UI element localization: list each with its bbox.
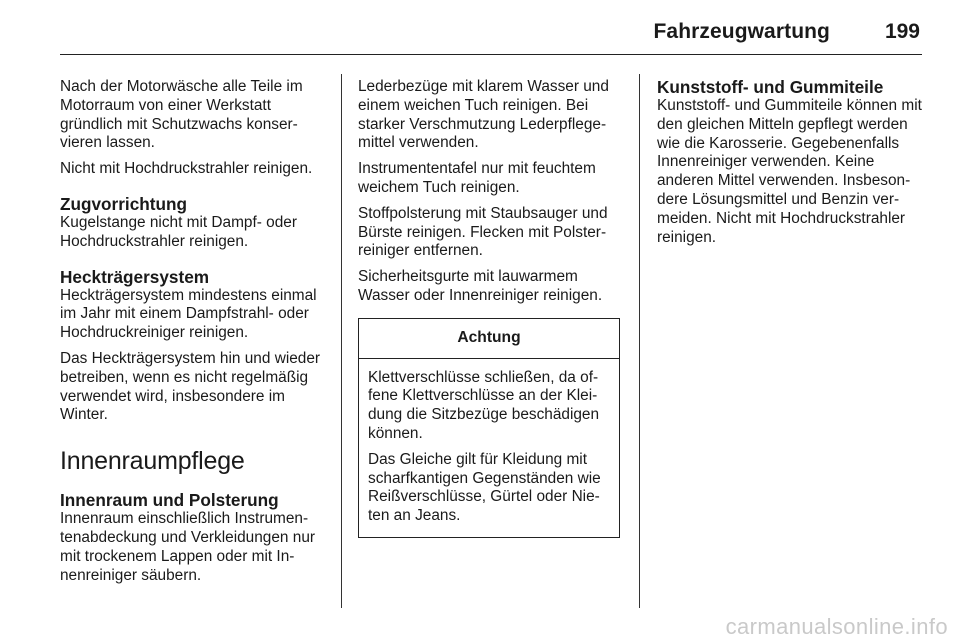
column-divider-1 xyxy=(341,74,342,608)
heading-interior-care: Innenraumpflege xyxy=(60,447,245,476)
paragraph-seatbelts: Sicherheitsgurte mit lauwarmem Wasser oder Innenreiniger reinigen. xyxy=(358,268,603,304)
paragraph-upholstery: Innenraum einschließlich Instrumentenabdeckung und Verkleidungen nur mit trockenem Lappen oder mit Innenreiniger säubern. xyxy=(60,510,316,584)
warning-title: Achtung xyxy=(359,319,619,359)
paragraph-rear-carrier-2: Das Heckträgersystem hin und wieder betreiben, wenn es nicht regelmäßig verwendet wird, insbesondere im Winter. xyxy=(60,349,321,424)
warning-paragraph-velcro: Klettverschlüsse schließen, da offene Klettverschlüsse an der Kleidung die Sitzbezüge beschädigen können. xyxy=(368,368,600,442)
heading-towbar: Zugvorrichtung xyxy=(60,193,187,214)
heading-upholstery: Innenraum und Polsterung xyxy=(60,490,279,511)
heading-rear-carrier: Heckträgersystem xyxy=(60,266,210,287)
paragraph-fabric: Stoffpolsterung mit Staubsauger und Bürste reinigen. Flecken mit Polsterreiniger entfernen. xyxy=(358,204,608,260)
chapter-title: Fahrzeugwartung xyxy=(653,20,830,43)
paragraph-dashboard: Instrumententafel nur mit feuchtem weichem Tuch reinigen. xyxy=(358,160,596,196)
heading-plastic-rubber: Kunststoff- und Gummiteile xyxy=(657,77,884,97)
page-number: 199 xyxy=(884,20,920,43)
column-3 xyxy=(657,78,925,254)
column-1 xyxy=(60,78,332,592)
column-divider-2 xyxy=(639,74,640,608)
paragraph-leather: Lederbezüge mit klarem Wasser und einem weichen Tuch reinigen. Bei starker Verschmutzung Lederpflegemittel verwenden. xyxy=(358,78,609,152)
warning-paragraph-sharp-objects: Das Gleiche gilt für Kleidung mit scharfkantigen Gegenständen wie Reißverschlüsse, Gürtel oder Nieten an Jeans. xyxy=(368,450,601,525)
warning-box xyxy=(358,318,620,538)
warning-body xyxy=(359,359,619,537)
paragraph-plastic-rubber: Kunststoff- und Gummiteile können mit den gleichen Mitteln gepflegt werden wie die Karosserie. Gegebenenfalls Innenreiniger verwenden. Keine anderen Mittel verwenden. Insbesondere Lösungsmittel und Benzin vermeiden. Nicht mit Hochdruckstrahler reinigen. xyxy=(657,97,922,246)
paragraph-no-pressure: Nicht mit Hochdruckstrahler reinigen. xyxy=(60,160,313,178)
paragraph-towbar: Kugelstange nicht mit Dampf- oder Hochdruckstrahler reinigen. xyxy=(60,213,297,250)
column-2 xyxy=(358,78,622,538)
page-header xyxy=(60,0,922,55)
paragraph-rear-carrier-1: Heckträgersystem mindestens einmal im Jahr mit einem Dampfstrahl- oder Hochdruckreiniger reinigen. xyxy=(60,286,317,342)
paragraph-engine-wash: Nach der Motorwäsche alle Teile im Motorraum von einer Werkstatt gründlich mit Schutzwachs konservieren lassen. xyxy=(60,78,303,152)
watermark-text: carmanualsonline.info xyxy=(725,614,948,639)
